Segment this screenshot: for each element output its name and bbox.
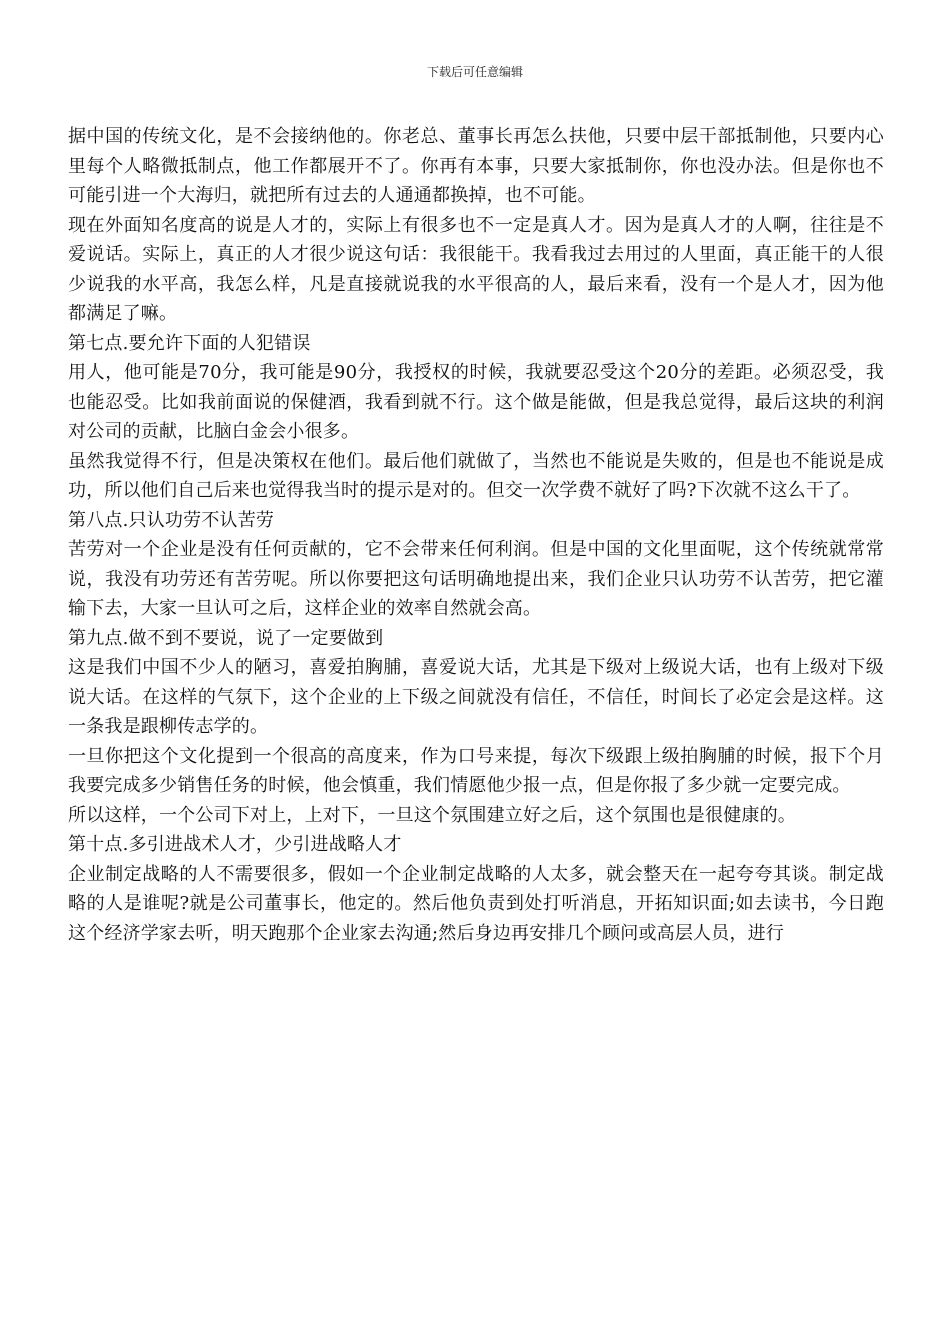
paragraph: 据中国的传统文化，是不会接纳他的。你老总、董事长再怎么扶他，只要中层干部抵制他，只要内心里每个人略微抵制点，他工作都展开不了。你再有本事，只要大家抵制你，你也没办法。但是你也不可能引进一个大海归，就把所有过去的人通通都换掉，也不可能。: [68, 126, 884, 206]
section-heading: 第七点.要允许下面的人犯错误: [68, 332, 311, 354]
paragraph: 这是我们中国不少人的陋习，喜爱拍胸脯，喜爱说大话，尤其是下级对上级说大话，也有上级对下级说大话。在这样的气氛下，这个企业的上下级之间就没有信任，不信任，时间长了必定会是这样。这一条我是跟柳传志学的。: [68, 657, 884, 737]
paragraph: 企业制定战略的人不需要很多，假如一个企业制定战略的人太多，就会整天在一起夸夸其谈。制定战略的人是谁呢?就是公司董事长，他定的。然后他负责到处打听消息，开拓知识面;如去读书，今日跑这个经济学家去听，明天跑那个企业家去沟通;然后身边再安排几个顾问或高层人员，进行: [68, 863, 884, 944]
document-body: [68, 122, 884, 948]
paragraph: 现在外面知名度高的说是人才的，实际上有很多也不一定是真人才。因为是真人才的人啊，往往是不爱说话。实际上，真正的人才很少说这句话：我很能干。我看我过去用过的人里面，真正能干的人很少说我的水平高，我怎么样，凡是直接就说我的水平很高的人，最后来看，没有一个是人才，因为他都满足了嘛。: [68, 214, 884, 324]
section-heading: 第九点.做不到不要说，说了一定要做到: [68, 627, 384, 649]
page-header: 下载后可任意编辑: [426, 65, 523, 79]
paragraph: 用人，他可能是70分，我可能是90分，我授权的时候，我就要忍受这个20分的差距。必须忍受，我也能忍受。比如我前面说的保健酒，我看到就不行。这个做是能做，但是我总觉得，最后这块的利润对公司的贡献，比脑白金会小很多。: [68, 362, 884, 442]
section-heading: 第十点.多引进战术人才，少引进战略人才: [68, 834, 402, 855]
paragraph: 所以这样，一个公司下对上，上对下，一旦这个氛围建立好之后，这个氛围也是很健康的。: [68, 804, 796, 826]
paragraph: 苦劳对一个企业是没有任何贡献的，它不会带来任何利润。但是中国的文化里面呢，这个传统就常常说，我没有功劳还有苦劳呢。所以你要把这句话明确地提出来，我们企业只认功劳不认苦劳，把它灌输下去，大家一旦认可之后，这样企业的效率自然就会高。: [68, 539, 884, 619]
paragraph: 虽然我觉得不行，但是决策权在他们。最后他们就做了，当然也不能说是失败的，但是也不能说是成功，所以他们自己后来也觉得我当时的提示是对的。但交一次学费不就好了吗?下次就不这么干了。: [68, 450, 884, 501]
section-heading: 第八点.只认功劳不认苦劳: [68, 509, 275, 531]
paragraph: 一旦你把这个文化提到一个很高的高度来，作为口号来提，每次下级跟上级拍胸脯的时候，报下个月我要完成多少销售任务的时候，他会慎重，我们情愿他少报一点，但是你报了多少就一定要完成。: [68, 745, 884, 796]
